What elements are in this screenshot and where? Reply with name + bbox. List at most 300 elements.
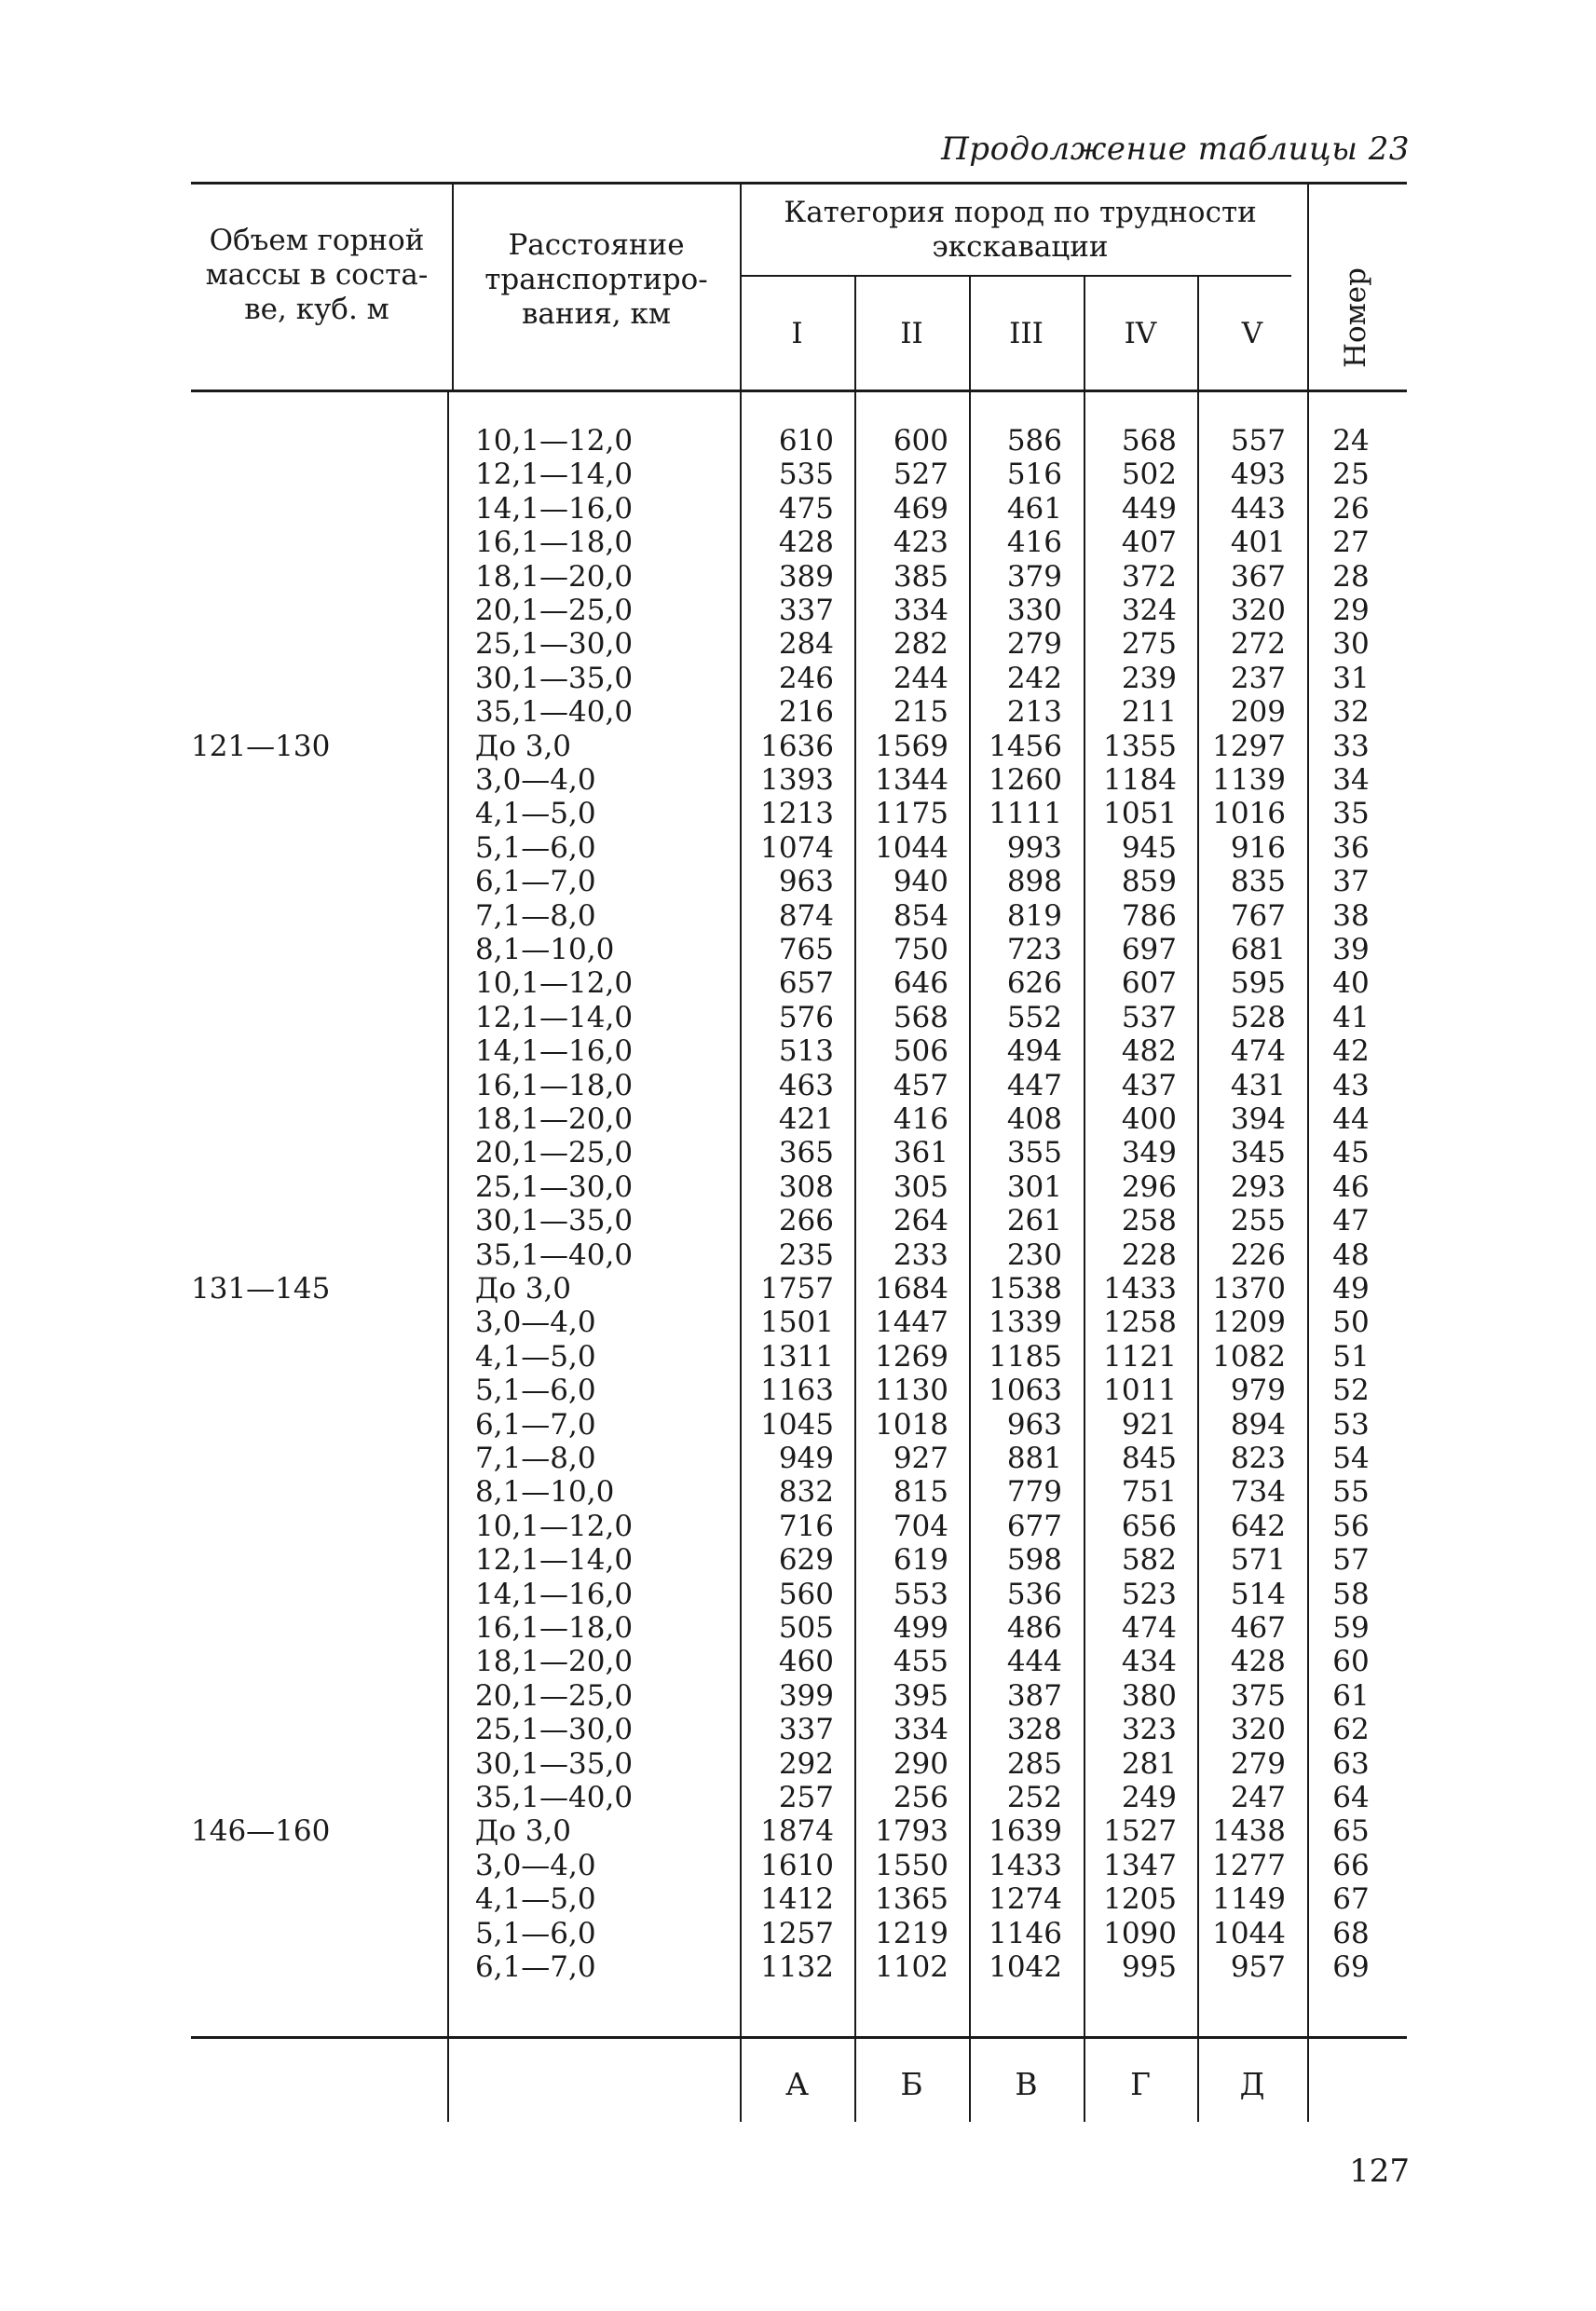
distance-cell: 25,1—30,0 — [475, 1713, 634, 1747]
value-cell: 407 — [1121, 526, 1177, 560]
value-cell: 1011 — [1103, 1374, 1177, 1408]
value-cell: 499 — [893, 1611, 948, 1645]
value-cell: 355 — [1006, 1136, 1062, 1170]
value-cell: 646 — [893, 966, 948, 1001]
value-cell: 379 — [1006, 559, 1062, 594]
row-number-cell: 49 — [1332, 1272, 1370, 1306]
value-cell: 513 — [778, 1034, 834, 1069]
value-cell: 1636 — [760, 729, 834, 763]
value-cell: 927 — [893, 1442, 948, 1475]
value-cell: 272 — [1230, 627, 1286, 662]
value-cell: 681 — [1230, 933, 1286, 966]
value-cell: 258 — [1121, 1204, 1177, 1238]
category-header-4: IV — [1124, 317, 1157, 350]
value-cell: 1139 — [1212, 763, 1286, 797]
value-cell: 786 — [1121, 898, 1177, 933]
value-cell: 835 — [1230, 865, 1286, 899]
value-cell: 1044 — [875, 830, 948, 865]
value-cell: 1527 — [1103, 1814, 1177, 1849]
distance-cell: 14,1—16,0 — [475, 1577, 634, 1611]
row-number-cell: 53 — [1332, 1407, 1370, 1442]
distance-cell: 3,0—4,0 — [475, 763, 596, 797]
distance-cell: 6,1—7,0 — [475, 1950, 596, 1984]
value-cell: 279 — [1006, 627, 1062, 662]
row-number-cell: 34 — [1332, 763, 1370, 797]
row-number-cell: 59 — [1332, 1611, 1370, 1645]
value-cell: 898 — [1006, 865, 1062, 899]
value-cell: 320 — [1230, 594, 1286, 627]
distance-cell: 12,1—14,0 — [475, 458, 634, 492]
row-number-cell: 50 — [1332, 1306, 1370, 1340]
category-header-1: I — [791, 317, 803, 350]
value-cell: 993 — [1006, 830, 1062, 865]
value-cell: 595 — [1230, 966, 1286, 1001]
value-cell: 235 — [778, 1238, 834, 1272]
value-cell: 536 — [1006, 1577, 1062, 1611]
value-cell: 247 — [1230, 1781, 1286, 1814]
value-cell: 226 — [1230, 1238, 1286, 1272]
row-number-cell: 39 — [1332, 933, 1370, 966]
distance-cell: 35,1—40,0 — [475, 695, 634, 730]
row-number-cell: 54 — [1332, 1442, 1370, 1475]
value-cell: 677 — [1006, 1509, 1062, 1543]
value-cell: 1412 — [760, 1882, 834, 1917]
distance-cell: 4,1—5,0 — [475, 797, 596, 831]
value-cell: 1130 — [875, 1374, 948, 1408]
value-cell: 1163 — [760, 1374, 834, 1408]
row-number-cell: 65 — [1332, 1814, 1370, 1849]
distance-cell: 14,1—16,0 — [475, 491, 634, 526]
value-cell: 463 — [778, 1068, 834, 1102]
distance-cell: 18,1—20,0 — [475, 1102, 634, 1136]
value-cell: 455 — [893, 1645, 948, 1679]
value-cell: 598 — [1006, 1543, 1062, 1578]
distance-cell: 25,1—30,0 — [475, 1169, 634, 1204]
value-cell: 995 — [1121, 1950, 1177, 1984]
distance-cell: 10,1—12,0 — [475, 424, 634, 458]
value-cell: 460 — [778, 1645, 834, 1679]
value-cell: 493 — [1230, 458, 1286, 492]
distance-cell: 12,1—14,0 — [475, 1000, 634, 1034]
category-subrule — [740, 275, 1291, 277]
value-cell: 815 — [893, 1475, 948, 1510]
value-cell: 1175 — [875, 797, 948, 831]
value-cell: 963 — [778, 865, 834, 899]
value-cell: 1344 — [875, 763, 948, 797]
body-vline — [1084, 391, 1085, 2036]
value-cell: 401 — [1230, 526, 1286, 560]
value-cell: 486 — [1006, 1611, 1062, 1645]
value-cell: 282 — [893, 627, 948, 662]
distance-cell: 30,1—35,0 — [475, 1746, 634, 1781]
value-cell: 1185 — [989, 1339, 1062, 1374]
value-cell: 330 — [1006, 594, 1062, 627]
value-cell: 387 — [1006, 1678, 1062, 1713]
distance-cell: 18,1—20,0 — [475, 559, 634, 594]
value-cell: 963 — [1006, 1407, 1062, 1442]
body-vline — [1307, 391, 1309, 2036]
row-number-cell: 26 — [1332, 491, 1370, 526]
value-cell: 553 — [893, 1577, 948, 1611]
value-cell: 389 — [778, 559, 834, 594]
value-cell: 1639 — [989, 1814, 1062, 1849]
value-cell: 230 — [1006, 1238, 1062, 1272]
value-cell: 256 — [893, 1781, 948, 1814]
value-cell: 242 — [1006, 661, 1062, 695]
row-number-cell: 35 — [1332, 797, 1370, 831]
value-cell: 264 — [893, 1204, 948, 1238]
value-cell: 704 — [893, 1509, 948, 1543]
value-cell: 523 — [1121, 1577, 1177, 1611]
value-cell: 296 — [1121, 1169, 1177, 1204]
row-number-cell: 68 — [1332, 1916, 1370, 1950]
value-cell: 244 — [893, 661, 948, 695]
value-cell: 428 — [778, 526, 834, 560]
row-number-cell: 33 — [1332, 729, 1370, 763]
body-vline — [854, 391, 856, 2036]
value-cell: 607 — [1121, 966, 1177, 1001]
value-cell: 1277 — [1212, 1848, 1286, 1882]
value-cell: 1355 — [1103, 729, 1177, 763]
value-cell: 859 — [1121, 865, 1177, 899]
value-cell: 576 — [778, 1000, 834, 1034]
value-cell: 874 — [778, 898, 834, 933]
value-cell: 1209 — [1212, 1306, 1286, 1340]
value-cell: 324 — [1121, 594, 1177, 627]
value-cell: 1132 — [760, 1950, 834, 1984]
value-cell: 571 — [1230, 1543, 1286, 1578]
value-cell: 290 — [893, 1746, 948, 1781]
value-cell: 751 — [1121, 1475, 1177, 1510]
value-cell: 372 — [1121, 559, 1177, 594]
footer-vline — [1307, 2038, 1309, 2122]
distance-cell: 20,1—25,0 — [475, 1678, 634, 1713]
distance-cell: 5,1—6,0 — [475, 1374, 596, 1408]
header-distance: Расстояние транспортиро-вания, км — [484, 228, 708, 331]
distance-cell: 30,1—35,0 — [475, 661, 634, 695]
value-cell: 1297 — [1212, 729, 1286, 763]
value-cell: 586 — [1006, 424, 1062, 458]
footer-letter-g: Г — [1130, 2066, 1151, 2102]
distance-cell: 7,1—8,0 — [475, 898, 596, 933]
header-bottom-rule — [191, 390, 1407, 392]
distance-cell: До 3,0 — [475, 1814, 572, 1849]
value-cell: 428 — [1230, 1645, 1286, 1679]
value-cell: 237 — [1230, 661, 1286, 695]
value-cell: 361 — [893, 1136, 948, 1170]
value-cell: 582 — [1121, 1543, 1177, 1578]
value-cell: 1433 — [989, 1848, 1062, 1882]
value-cell: 385 — [893, 559, 948, 594]
value-cell: 957 — [1230, 1950, 1286, 1984]
row-number-cell: 24 — [1332, 424, 1370, 458]
value-cell: 502 — [1121, 458, 1177, 492]
distance-cell: 4,1—5,0 — [475, 1882, 596, 1917]
volume-group-label: 146—160 — [191, 1814, 331, 1849]
value-cell: 940 — [893, 865, 948, 899]
distance-cell: 10,1—12,0 — [475, 966, 634, 1001]
volume-group-label: 131—145 — [191, 1272, 331, 1306]
row-number-cell: 67 — [1332, 1882, 1370, 1917]
value-cell: 1258 — [1103, 1306, 1177, 1340]
value-cell: 285 — [1006, 1746, 1062, 1781]
value-cell: 629 — [778, 1543, 834, 1578]
value-cell: 421 — [778, 1102, 834, 1136]
value-cell: 367 — [1230, 559, 1286, 594]
value-cell: 1074 — [760, 830, 834, 865]
value-cell: 380 — [1121, 1678, 1177, 1713]
value-cell: 209 — [1230, 695, 1286, 730]
row-number-cell: 57 — [1332, 1543, 1370, 1578]
row-number-cell: 51 — [1332, 1339, 1370, 1374]
value-cell: 1684 — [875, 1272, 948, 1306]
value-cell: 1045 — [760, 1407, 834, 1442]
value-cell: 444 — [1006, 1645, 1062, 1679]
value-cell: 308 — [778, 1169, 834, 1204]
value-cell: 1102 — [875, 1950, 948, 1984]
value-cell: 723 — [1006, 933, 1062, 966]
distance-cell: 35,1—40,0 — [475, 1781, 634, 1814]
value-cell: 215 — [893, 695, 948, 730]
distance-cell: 3,0—4,0 — [475, 1306, 596, 1340]
row-number-cell: 28 — [1332, 559, 1370, 594]
value-cell: 516 — [1006, 458, 1062, 492]
row-number-cell: 31 — [1332, 661, 1370, 695]
value-cell: 293 — [1230, 1169, 1286, 1204]
value-cell: 474 — [1230, 1034, 1286, 1069]
value-cell: 320 — [1230, 1713, 1286, 1747]
value-cell: 819 — [1006, 898, 1062, 933]
value-cell: 845 — [1121, 1442, 1177, 1475]
row-number-cell: 48 — [1332, 1238, 1370, 1272]
distance-cell: 25,1—30,0 — [475, 627, 634, 662]
value-cell: 399 — [778, 1678, 834, 1713]
value-cell: 469 — [893, 491, 948, 526]
distance-cell: 3,0—4,0 — [475, 1848, 596, 1882]
body-vline — [969, 391, 971, 2036]
value-cell: 505 — [778, 1611, 834, 1645]
value-cell: 1184 — [1103, 763, 1177, 797]
value-cell: 1018 — [875, 1407, 948, 1442]
value-cell: 457 — [893, 1068, 948, 1102]
volume-group-label: 121—130 — [191, 729, 331, 763]
value-cell: 213 — [1006, 695, 1062, 730]
distance-cell: 7,1—8,0 — [475, 1442, 596, 1475]
row-number-cell: 32 — [1332, 695, 1370, 730]
body-vline — [447, 391, 449, 2036]
value-cell: 1433 — [1103, 1272, 1177, 1306]
value-cell: 945 — [1121, 830, 1177, 865]
value-cell: 474 — [1121, 1611, 1177, 1645]
row-number-cell: 41 — [1332, 1000, 1370, 1034]
distance-cell: 5,1—6,0 — [475, 830, 596, 865]
value-cell: 881 — [1006, 1442, 1062, 1475]
value-cell: 257 — [778, 1781, 834, 1814]
value-cell: 560 — [778, 1577, 834, 1611]
row-number-cell: 46 — [1332, 1169, 1370, 1204]
row-number-cell: 30 — [1332, 627, 1370, 662]
value-cell: 979 — [1230, 1374, 1286, 1408]
value-cell: 255 — [1230, 1204, 1286, 1238]
value-cell: 1042 — [989, 1950, 1062, 1984]
distance-cell: 14,1—16,0 — [475, 1034, 634, 1069]
value-cell: 400 — [1121, 1102, 1177, 1136]
value-cell: 1339 — [989, 1306, 1062, 1340]
value-cell: 916 — [1230, 830, 1286, 865]
row-number-cell: 58 — [1332, 1577, 1370, 1611]
value-cell: 1447 — [875, 1306, 948, 1340]
value-cell: 246 — [778, 661, 834, 695]
value-cell: 1874 — [760, 1814, 834, 1849]
value-cell: 1082 — [1212, 1339, 1286, 1374]
value-cell: 228 — [1121, 1238, 1177, 1272]
value-cell: 1260 — [989, 763, 1062, 797]
row-number-cell: 38 — [1332, 898, 1370, 933]
value-cell: 734 — [1230, 1475, 1286, 1510]
header-vline — [452, 182, 454, 390]
value-cell: 337 — [778, 1713, 834, 1747]
value-cell: 375 — [1230, 1678, 1286, 1713]
value-cell: 506 — [893, 1034, 948, 1069]
value-cell: 514 — [1230, 1577, 1286, 1611]
value-cell: 395 — [893, 1678, 948, 1713]
row-number-cell: 42 — [1332, 1034, 1370, 1069]
top-rule — [191, 182, 1407, 185]
row-number-cell: 37 — [1332, 865, 1370, 899]
header-number: Номер — [1339, 267, 1372, 368]
row-number-cell: 27 — [1332, 526, 1370, 560]
value-cell: 423 — [893, 526, 948, 560]
value-cell: 261 — [1006, 1204, 1062, 1238]
row-number-cell: 52 — [1332, 1374, 1370, 1408]
value-cell: 1347 — [1103, 1848, 1177, 1882]
row-number-cell: 60 — [1332, 1645, 1370, 1679]
footer-letter-v: В — [1015, 2066, 1038, 2102]
header-volume: Объем горной массы в соста-ве, куб. м — [205, 224, 429, 326]
value-cell: 1393 — [760, 763, 834, 797]
value-cell: 779 — [1006, 1475, 1062, 1510]
value-cell: 266 — [778, 1204, 834, 1238]
value-cell: 1257 — [760, 1916, 834, 1950]
value-cell: 249 — [1121, 1781, 1177, 1814]
value-cell: 657 — [778, 966, 834, 1001]
row-number-cell: 40 — [1332, 966, 1370, 1001]
row-number-cell: 25 — [1332, 458, 1370, 492]
distance-cell: 8,1—10,0 — [475, 933, 615, 966]
value-cell: 216 — [778, 695, 834, 730]
value-cell: 1610 — [760, 1848, 834, 1882]
value-cell: 750 — [893, 933, 948, 966]
value-cell: 281 — [1121, 1746, 1177, 1781]
value-cell: 252 — [1006, 1781, 1062, 1814]
value-cell: 823 — [1230, 1442, 1286, 1475]
footer-letter-d: Д — [1239, 2066, 1265, 2102]
row-number-cell: 62 — [1332, 1713, 1370, 1747]
row-number-cell: 55 — [1332, 1475, 1370, 1510]
value-cell: 528 — [1230, 1000, 1286, 1034]
distance-cell: 6,1—7,0 — [475, 865, 596, 899]
value-cell: 1051 — [1103, 797, 1177, 831]
body-bottom-rule — [191, 2036, 1407, 2039]
row-number-cell: 56 — [1332, 1509, 1370, 1543]
value-cell: 239 — [1121, 661, 1177, 695]
value-cell: 416 — [893, 1102, 948, 1136]
value-cell: 408 — [1006, 1102, 1062, 1136]
value-cell: 697 — [1121, 933, 1177, 966]
value-cell: 537 — [1121, 1000, 1177, 1034]
value-cell: 394 — [1230, 1102, 1286, 1136]
footer-letter-a: А — [785, 2066, 809, 2102]
distance-cell: 18,1—20,0 — [475, 1645, 634, 1679]
value-cell: 334 — [893, 594, 948, 627]
value-cell: 1044 — [1212, 1916, 1286, 1950]
value-cell: 292 — [778, 1746, 834, 1781]
page-number: 127 — [1349, 2153, 1410, 2190]
distance-cell: 10,1—12,0 — [475, 1509, 634, 1543]
value-cell: 1311 — [760, 1339, 834, 1374]
distance-cell: 16,1—18,0 — [475, 1068, 634, 1102]
value-cell: 894 — [1230, 1407, 1286, 1442]
value-cell: 365 — [778, 1136, 834, 1170]
row-number-cell: 66 — [1332, 1848, 1370, 1882]
value-cell: 921 — [1121, 1407, 1177, 1442]
value-cell: 767 — [1230, 898, 1286, 933]
value-cell: 656 — [1121, 1509, 1177, 1543]
value-cell: 301 — [1006, 1169, 1062, 1204]
value-cell: 323 — [1121, 1713, 1177, 1747]
value-cell: 447 — [1006, 1068, 1062, 1102]
row-number-cell: 64 — [1332, 1781, 1370, 1814]
value-cell: 1370 — [1212, 1272, 1286, 1306]
distance-cell: 20,1—25,0 — [475, 1136, 634, 1170]
value-cell: 527 — [893, 458, 948, 492]
value-cell: 284 — [778, 627, 834, 662]
value-cell: 233 — [893, 1238, 948, 1272]
value-cell: 557 — [1230, 424, 1286, 458]
value-cell: 467 — [1230, 1611, 1286, 1645]
value-cell: 1016 — [1212, 797, 1286, 831]
row-number-cell: 44 — [1332, 1102, 1370, 1136]
value-cell: 1063 — [989, 1374, 1062, 1408]
footer-letter-b: Б — [900, 2066, 923, 2102]
value-cell: 600 — [893, 424, 948, 458]
row-number-cell: 69 — [1332, 1950, 1370, 1984]
value-cell: 1146 — [989, 1916, 1062, 1950]
distance-cell: 6,1—7,0 — [475, 1407, 596, 1442]
value-cell: 416 — [1006, 526, 1062, 560]
value-cell: 305 — [893, 1169, 948, 1204]
value-cell: 494 — [1006, 1034, 1062, 1069]
value-cell: 434 — [1121, 1645, 1177, 1679]
value-cell: 1213 — [760, 797, 834, 831]
category-header-2: II — [900, 317, 923, 350]
value-cell: 1274 — [989, 1882, 1062, 1917]
value-cell: 1793 — [875, 1814, 948, 1849]
distance-cell: 12,1—14,0 — [475, 1543, 634, 1578]
body-vline — [1197, 391, 1199, 2036]
value-cell: 279 — [1230, 1746, 1286, 1781]
value-cell: 475 — [778, 491, 834, 526]
value-cell: 1438 — [1212, 1814, 1286, 1849]
value-cell: 626 — [1006, 966, 1062, 1001]
row-number-cell: 29 — [1332, 594, 1370, 627]
header-vline — [740, 182, 742, 390]
value-cell: 211 — [1121, 695, 1177, 730]
distance-cell: До 3,0 — [475, 729, 572, 763]
value-cell: 610 — [778, 424, 834, 458]
value-cell: 449 — [1121, 491, 1177, 526]
value-cell: 349 — [1121, 1136, 1177, 1170]
